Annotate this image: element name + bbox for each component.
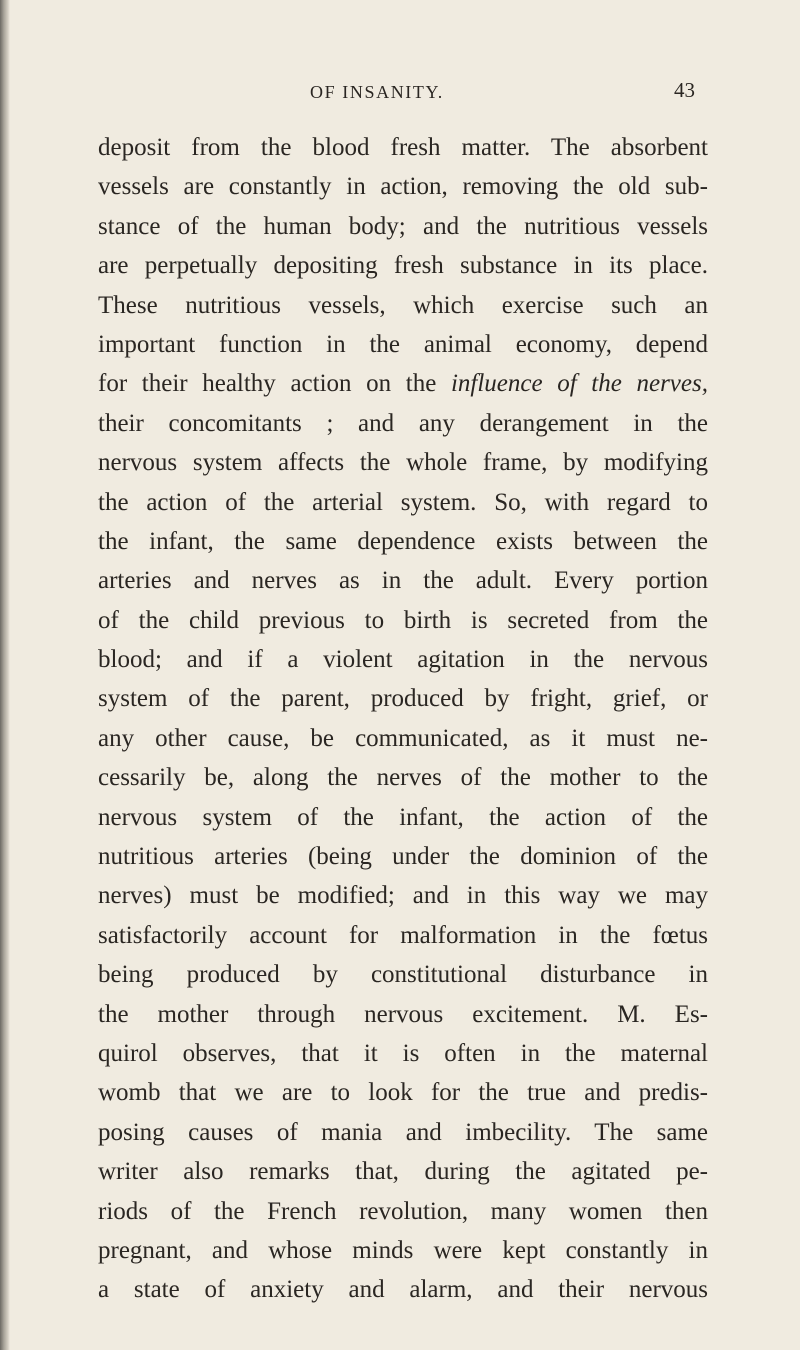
text-line: being produced by constitutional disturbance in [98, 961, 708, 989]
text-line: a state of anxiety and alarm, and their nervous [98, 1276, 708, 1304]
text-line: cessarily be, along the nerves of the mother to the [98, 764, 708, 792]
text-line: posing causes of mania and imbecility. The same [98, 1118, 708, 1146]
text-line: of the child previous to birth is secreted from the [98, 606, 708, 634]
text-line: the action of the arterial system. So, with regard to [98, 488, 708, 516]
text-line: deposit from the blood fresh matter. The absorbent [98, 134, 708, 161]
text-line: important function in the animal economy, depend [98, 330, 708, 358]
text-line: nervous system of the infant, the action of the [98, 803, 708, 831]
text-line: stance of the human body; and the nutritious vessels [98, 212, 708, 240]
text-line: nervous system affects the whole frame, by modifying [98, 449, 708, 477]
text-line: the mother through nervous excitement. M. Es- [98, 1000, 708, 1028]
text-line: These nutritious vessels, which exercise such an [98, 291, 708, 319]
text-line: quirol observes, that it is often in the maternal [98, 1039, 708, 1067]
italic-phrase: influence of the nerves, [450, 370, 708, 398]
text-line [98, 364, 708, 403]
text-line: any other cause, be communicated, as it must ne- [98, 724, 708, 752]
text-line: blood; and if a violent agitation in the nervous [98, 646, 708, 674]
page-binding-edge [0, 0, 10, 1350]
text-line: the infant, the same dependence exists between the [98, 527, 708, 555]
text-line: arteries and nerves as in the adult. Every portion [98, 567, 708, 595]
running-head [0, 78, 800, 112]
page-number: 43 [674, 78, 695, 102]
text-line: womb that we are to look for the true and predis- [98, 1079, 708, 1107]
text-line: nerves) must be modified; and in this way we may [98, 882, 708, 910]
text-line: their concomitants ; and any derangement in the [98, 409, 708, 437]
text-line: system of the parent, produced by fright, grief, or [98, 685, 708, 713]
text-line: are perpetually depositing fresh substance in its place. [98, 252, 708, 280]
text-line: satisfactorily account for malformation in the fœtus [98, 921, 708, 949]
text-line: vessels are constantly in action, removing the old sub- [98, 173, 708, 201]
text-line: riods of the French revolution, many women then [98, 1197, 708, 1225]
text-line: pregnant, and whose minds were kept constantly in [98, 1236, 708, 1264]
text-line: nutritious arteries (being under the dominion of the [98, 843, 708, 871]
text-line: writer also remarks that, during the agitated pe- [98, 1158, 708, 1186]
running-title: OF INSANITY. [310, 82, 444, 102]
text-run: for their healthy action on the [98, 370, 451, 398]
body-text [98, 128, 708, 1310]
